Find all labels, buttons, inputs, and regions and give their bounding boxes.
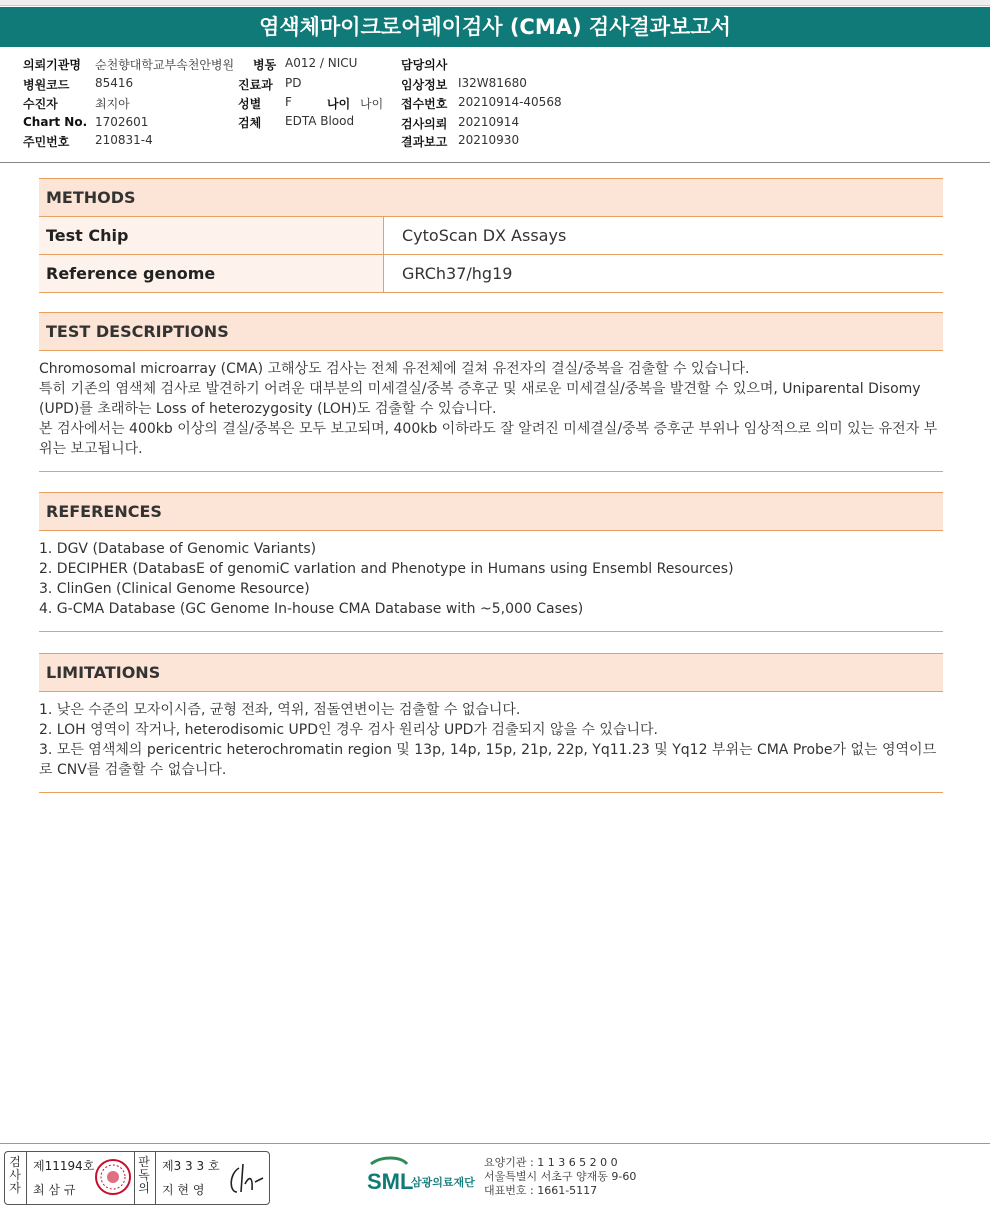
reference-item: 3. ClinGen (Clinical Genome Resource) <box>39 581 310 597</box>
specimen-value: EDTA Blood <box>285 114 355 128</box>
institution-value: 순천향대학교부속천안병원 <box>95 58 235 72</box>
descriptions-body <box>39 351 943 472</box>
hospital-code-label: 병원코드 <box>23 78 70 92</box>
limitations-body <box>39 692 943 793</box>
patient-label: 수진자 <box>23 97 58 111</box>
methods-row <box>39 255 943 293</box>
descriptions-heading: TEST DESCRIPTIONS <box>39 312 943 351</box>
dept-label: 진료과 <box>238 78 273 92</box>
request-value: 20210914 <box>458 115 520 129</box>
limitation-item: 3. 모든 염색체의 pericentric heterochromatin region 및 13p, 14p, 15p, 21p, 22p, Yq11.23 및 Yq12 부위는 CMA Probe가 없는 영역이므로 CNV를 검출할 수 없습니다. <box>39 742 937 778</box>
id-value: 210831-4 <box>95 133 153 147</box>
institution-label: 의뢰기관명 <box>23 58 81 72</box>
reference-item: 4. G-CMA Database (GC Genome In-house CMA Database with ~5,000 Cases) <box>39 601 584 617</box>
sex-value: F <box>285 95 292 109</box>
methods-row <box>39 217 943 255</box>
request-label: 검사의뢰 <box>401 117 448 131</box>
methods-row-value: CytoScan DX Assays <box>402 226 567 245</box>
org-address: 서울특별시 서초구 양재동 9-60 <box>484 1170 637 1183</box>
references-heading: REFERENCES <box>39 492 943 531</box>
examiner-label: 검 사 자 <box>9 1155 21 1195</box>
methods-row-label: Reference genome <box>39 255 384 292</box>
approver-license: 제3 3 3 호 <box>162 1159 220 1173</box>
patient-info-panel <box>0 50 990 163</box>
description-paragraph: 특히 기존의 염색체 검사로 발견하기 어려운 대부분의 미세결실/중복 증후군 및 새로운 미세결실/중복을 발견할 수 있으며, Uniparental Disomy (UPD)를 초래하는 Loss of heterozygosity (LOH)도 검출할 수 있습니다. <box>39 381 921 417</box>
hospital-code-value: 85416 <box>95 76 134 90</box>
methods-row-label: Test Chip <box>39 217 384 254</box>
description-paragraph: Chromosomal microarray (CMA) 고해상도 검사는 전체 유전체에 걸쳐 유전자의 결실/중복을 검출할 수 있습니다. <box>39 361 750 377</box>
description-paragraph: 본 검사에서는 400kb 이상의 결실/중복은 모두 보고되며, 400kb 이하라도 잘 알려진 미세결실/중복 증후군 부위나 임상적으로 의미 있는 유전자 부위는 보고됩니다. <box>39 421 938 457</box>
divider <box>26 1152 27 1204</box>
age-value: 나이 <box>360 97 384 111</box>
id-label: 주민번호 <box>23 135 70 149</box>
chart-label: Chart No. <box>23 115 88 129</box>
specimen-label: 검체 <box>238 116 262 130</box>
approver-label: 판 독 의 <box>138 1155 150 1195</box>
org-code: 요양기관 : 1 1 3 6 5 2 0 0 <box>484 1156 618 1169</box>
patient-name: 최지아 <box>95 97 130 111</box>
limitation-item: 2. LOH 영역이 작거나, heterodisomic UPD인 경우 검사 원리상 UPD가 검출되지 않을 수 있습니다. <box>39 722 658 738</box>
age-label: 나이 <box>327 97 351 111</box>
references-body <box>39 531 943 632</box>
limitations-section <box>39 653 943 793</box>
sml-org-name: 삼광의료재단 <box>411 1176 475 1189</box>
examiner-name: 최 삼 규 <box>33 1183 76 1197</box>
ward-label: 병동 <box>253 58 277 72</box>
chart-value: 1702601 <box>95 115 149 129</box>
org-contact <box>484 1156 636 1198</box>
divider <box>155 1152 156 1204</box>
report-footer <box>0 1143 990 1214</box>
dept-value: PD <box>285 76 302 90</box>
top-border <box>0 0 990 6</box>
examiner-seal-icon <box>94 1158 132 1196</box>
methods-heading: METHODS <box>39 178 943 217</box>
reference-item: 1. DGV (Database of Genomic Variants) <box>39 541 317 557</box>
sml-logo <box>367 1156 482 1204</box>
clinical-info-label: 임상정보 <box>401 78 448 92</box>
methods-row-value: GRCh37/hg19 <box>402 264 513 283</box>
clinical-info-value: I32W81680 <box>458 76 527 90</box>
ward-value: A012 / NICU <box>285 56 358 70</box>
examiner-license: 제11194호 <box>33 1159 95 1173</box>
descriptions-section <box>39 312 943 472</box>
approver-signature-icon <box>225 1158 265 1198</box>
limitations-heading: LIMITATIONS <box>39 653 943 692</box>
report-date-label: 결과보고 <box>401 135 448 149</box>
approver-name: 지 현 영 <box>162 1183 205 1197</box>
signature-box <box>4 1151 270 1205</box>
accession-label: 접수번호 <box>401 97 448 111</box>
limitation-item: 1. 낮은 수준의 모자이시즘, 균형 전좌, 역위, 점돌연변이는 검출할 수 없습니다. <box>39 702 521 718</box>
report-title: 염색체마이크로어레이검사 (CMA) 검사결과보고서 <box>0 7 990 47</box>
sml-logo-icon <box>367 1156 482 1200</box>
report-date-value: 20210930 <box>458 133 520 147</box>
doctor-label: 담당의사 <box>401 58 448 72</box>
divider <box>134 1152 135 1204</box>
sml-abbr: SML <box>367 1169 414 1194</box>
accession-value: 20210914-40568 <box>458 95 562 109</box>
sex-label: 성별 <box>238 97 262 111</box>
references-section <box>39 492 943 632</box>
methods-section <box>39 178 943 293</box>
org-phone: 대표번호 : 1661-5117 <box>484 1184 598 1197</box>
reference-item: 2. DECIPHER (DatabasE of genomiC varIation and Phenotype in Humans using Ensembl Resources) <box>39 561 734 577</box>
